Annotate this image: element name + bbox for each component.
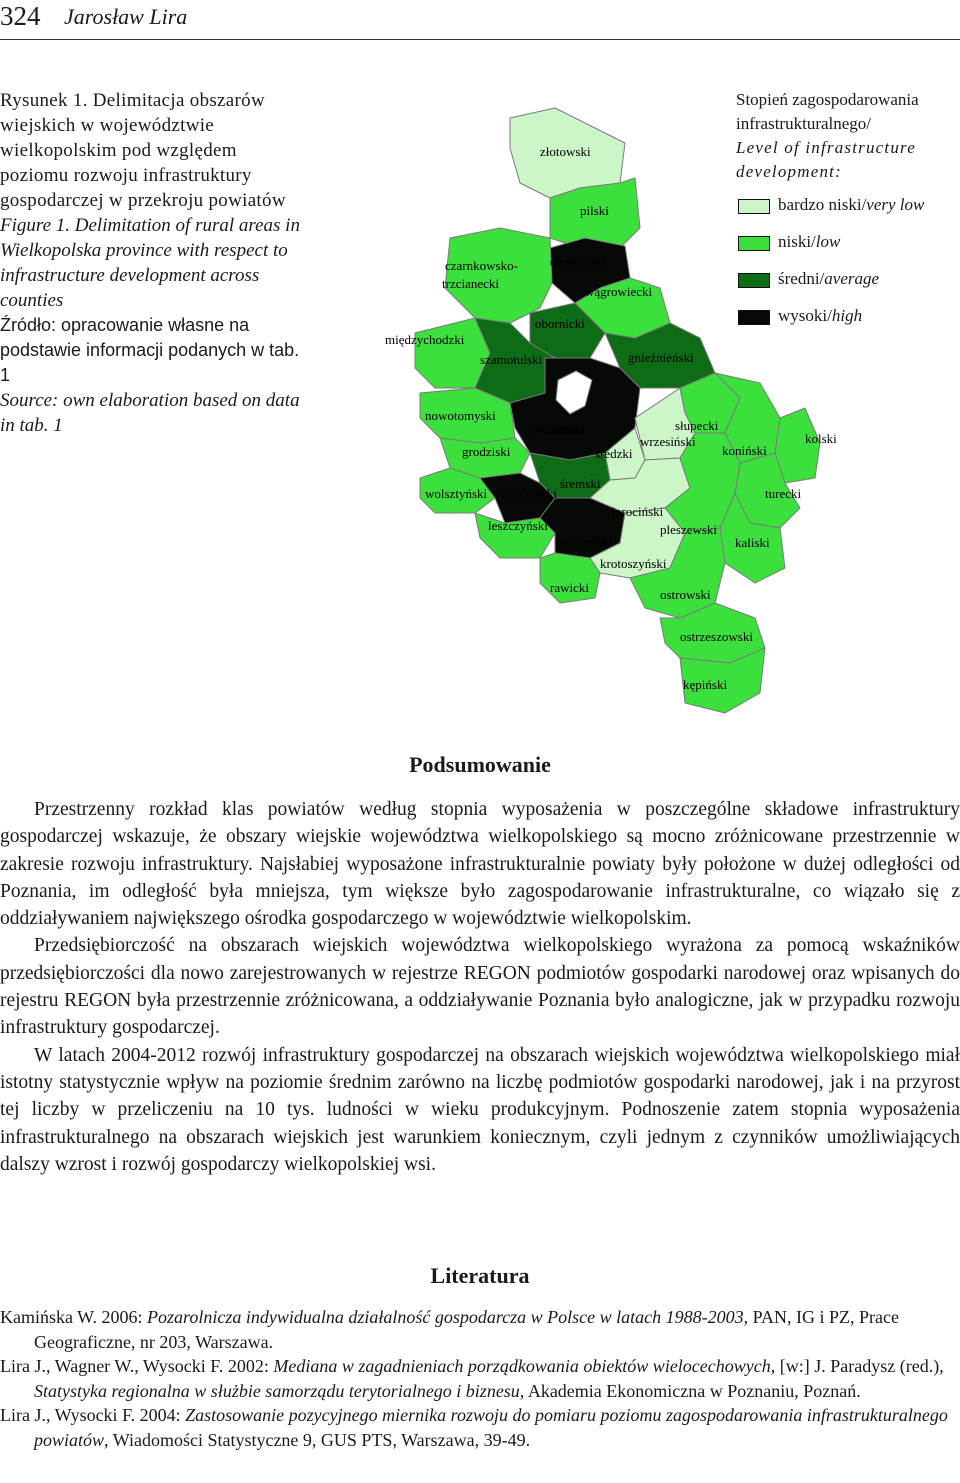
legend-item-high [736,305,960,342]
county-label: koniński [722,443,767,458]
county-label: turecki [765,486,802,501]
county-label: krotoszyński [600,556,667,571]
county-label: kaliski [735,535,770,550]
county-label: kolski [805,431,837,446]
summary-paragraph-2: Przedsiębiorczość na obszarach wiejskich województwa wielkopolskiego wyrażona za pomocą wskaźników przedsiębiorczości dla nowo zarejestrowanych w rejestrze REGON podmiotów gospodarki narodowej oraz wpisanych do rejestru REGON była przestrzennie zróżnicowana, a oddziaływanie Poznania było analogiczne, jak w przypadku rozwoju infrastruktury gospodarczej. [0,935,960,1039]
legend-item-low [736,231,960,268]
county-label: szamotulski [480,352,543,367]
legend-swatch-high [738,310,770,325]
county-label: jarociński [612,504,664,519]
county-label: wolsztyński [425,486,488,501]
reference-item: Lira J., Wysocki F. 2004: Zastosowanie pozycyjnego miernika rozwoju do pomiaru poziomu zagospodarowania infrastrukturalnego powiatów, Wiadomości Statystyczne 9, GUS PTS, Warszawa, 39-49. [0,1405,948,1450]
county-label: międzychodzki [385,332,465,347]
legend-swatch-average [738,273,770,288]
legend-item-very-low [736,194,960,231]
literature-heading: Literatura [430,1263,530,1288]
county-label: ostrowski [660,587,711,602]
caption-source-en: Source: own elaboration based on data in tab. 1 [0,390,300,436]
legend-swatch-low [738,236,770,251]
page-number: 324 [0,1,41,31]
county-label: nowotomyski [425,408,496,423]
county-label: złotowski [540,144,591,159]
county-label: rawicki [550,580,589,595]
county-rawicki [540,553,600,603]
county-label: leszczyński [488,518,548,533]
reference-item: Lira J., Wagner W., Wysocki F. 2002: Mediana w zagadnieniach porządkowania obiektów wielocechowych, [w:] J. Paradysz (red.), Statystyka regionalna w służbie samorządu terytorialnego i biznesu, Akademia Ekonomiczna w Poznaniu, Poznań. [0,1356,944,1401]
county-label: gostyński [562,534,612,549]
county-label: pilski [580,203,609,218]
legend-label: niski/low [778,232,841,251]
county-label: czarnkowsko- [445,258,518,273]
caption-title-en: Figure 1. Delimitation of rural areas in Wielkopolska province with respect to infrastructure development across counties [0,215,300,311]
legend-swatch-very-low [738,199,770,214]
county-label: trzcianecki [442,276,500,291]
legend-list [736,194,960,342]
summary-paragraph-3: W latach 2004-2012 rozwój infrastruktury gospodarczej na obszarach wiejskich województwa wielkopolskiego miał istotny statystycznie wpływ na poziomie średnim zarówno na liczbę podmiotów gospodarki narodowej, jak i na przyrost tej liczby w przeliczeniu na 10 tys. ludności w wieku produkcyjnym. Podnoszenie zatem stopnia wyposażenia infrastrukturalnego na obszarach wiejskich jest warunkiem koniecznym, czyli jednym z czynników umożliwiających dalszy wzrost i rozwój gospodarczy wielkopolskiej wsi. [0,1044,960,1175]
summary-body [0,796,960,1178]
county-label: gnieźnieński [628,350,694,365]
caption-title-pl: Rysunek 1. Delimitacja obszarów wiejskich w województwie wielkopolskim pod względem poziomu rozwoju infrastruktury gospodarczej w przekroju powiatów [0,90,286,211]
map-legend [736,88,960,342]
legend-label: wysoki/high [778,306,863,325]
county-label: ostrzeszowski [680,629,753,644]
county-label: wągrowiecki [585,284,653,299]
county-label: poznański [532,421,585,436]
county-label: pleszewski [660,522,718,537]
legend-title-en: Level of infrastructure development: [736,138,916,181]
figure-caption [0,88,310,438]
summary-heading: Podsumowanie [409,752,551,777]
county-label: słupecki [675,418,719,433]
legend-label: bardzo niski/very low [778,195,925,214]
county-label: kościański [502,486,557,501]
header-rule [0,39,960,40]
reference-item: Kamińska W. 2006: Pozarolnicza indywidualna działalność gospodarcza w Polsce w latach 1988-2003, PAN, IG i PZ, Prace Geograficzne, nr 203, Warszawa. [0,1307,899,1352]
county-miedzychodzki [415,318,490,388]
county-label: grodziski [462,444,511,459]
county-label: średzki [595,446,633,461]
reference-list [0,1305,960,1452]
summary-paragraph-1: Przestrzenny rozkład klas powiatów według stopnia wyposażenia w poszczególne składowe infrastruktury gospodarczej wskazuje, że obszary wiejskie województwa wielkopolskiego są mocno zróżnicowane przestrzennie w zakresie rozwoju infrastruktury. Najsłabiej wyposażone infrastrukturalnie powiaty były położone w dużej odległości od Poznania, im odległość była mniejsza, tym większe było zagospodarowanie infrastrukturalne, co wiązało się z oddziaływaniem największego ośrodka gospodarczego w województwie wielkopolskim. [0,799,960,930]
county-label: śremski [560,476,601,491]
county-label: obornicki [535,316,585,331]
county-label: chodzieski [550,254,606,269]
legend-item-average [736,268,960,305]
legend-label: średni/average [778,269,880,288]
caption-source-pl: Źródło: opracowanie własne na podstawie informacji podanych w tab. 1 [0,315,300,385]
county-label: kępiński [683,677,728,692]
page-header [0,0,960,40]
legend-title-pl: Stopień zagospodarowania infrastrukturalnego/ [736,90,919,133]
county-label: wrzesiński [640,434,696,449]
running-head: Jarosław Lira [64,4,188,29]
